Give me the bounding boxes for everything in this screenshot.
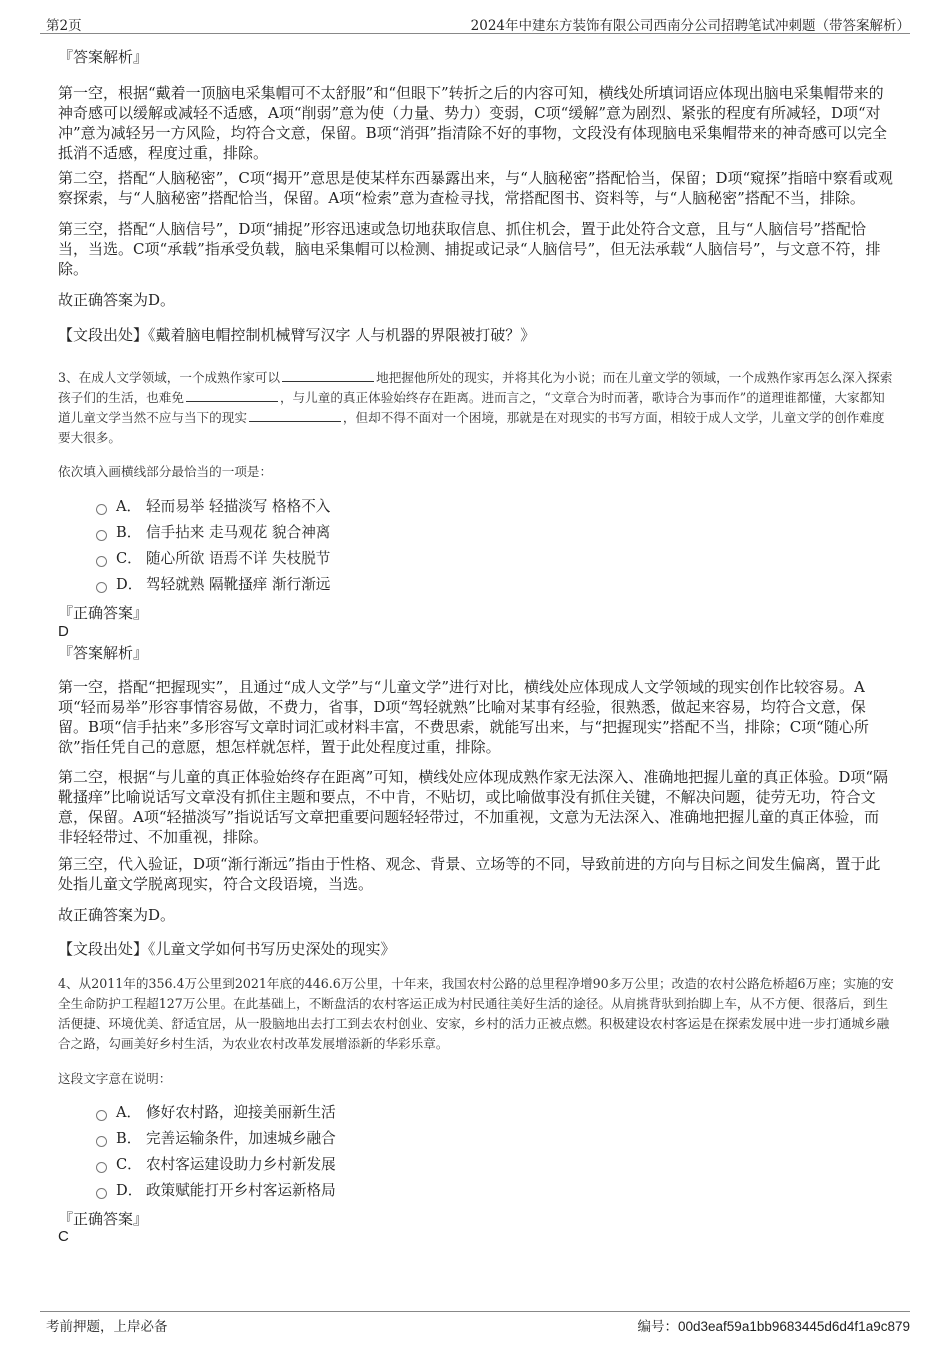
radio-icon[interactable] <box>96 1188 107 1199</box>
q2-analysis-p1: 第一空，根据“戴着一顶脑电采集帽可不太舒服”和“但眼下”转折之后的内容可知，横线处所填词语应体现出脑电采集帽带来的神奇感可以缓解或减轻不适感，A项“削弱”意为使（力量、势力）变弱，C项“缓解”意为剧烈、紧张的程度有所减轻，D项“对冲”意为减轻另一方风险，均符合文意，保留。B项“消弭”指清除不好的事物，文段没有体现脑电采集帽带来的神奇感可以完全抵消不适感，程度过重，排除。 <box>58 84 888 162</box>
q3-analysis-p3: 第三空，代入验证，D项“渐行渐远”指由于性格、观念、背景、立场等的不同，导致前进的方向与目标之间发生偏离，置于此处指儿童文学脱离现实，符合文段语境，当选。 <box>58 855 881 893</box>
page-footer <box>40 1311 910 1333</box>
radio-icon[interactable] <box>96 1162 107 1173</box>
q3-stem <box>58 368 894 448</box>
radio-icon[interactable] <box>96 556 107 567</box>
radio-icon[interactable] <box>96 1110 107 1121</box>
q4-answer: C <box>58 1228 69 1245</box>
fill-blank-2 <box>186 390 278 402</box>
q4-prompt: 这段文字意在说明： <box>58 1071 172 1086</box>
q3-stem-part-1: 3、在成人文学领域，一个成熟作家可以 <box>58 370 281 385</box>
q3-conclusion: 故正确答案为D。 <box>58 906 176 924</box>
q2-analysis-label: 『答案解析』 <box>58 48 149 66</box>
q3-stem-part-2: 地把握他所处的现实，并将其化为小说；而在儿童文学的领域，一个成熟作家再怎么深入探索孩子们的生活，也难免 <box>58 370 893 405</box>
q3-analysis-p2: 第二空，根据“与儿童的真正体验始终存在距离”可知，横线处应体现成熟作家无法深入、准确地把握儿童的真正体验。D项“隔靴搔痒”比喻说话写文章没有抓住主题和要点，不中肯，不贴切，或比喻做事没有抓住关键，不解决问题，徒劳无功，符合文意，保留。A项“轻描淡写”指说话写文章把重要问题轻轻带过，不加重视，文意为无法深入、准确地把握儿童的真正体验，而非轻轻带过、不加重视，排除。 <box>58 768 889 846</box>
q4-answer-label: 『正确答案』 <box>58 1210 149 1228</box>
q3-prompt: 依次填入画横线部分最恰当的一项是： <box>58 464 273 479</box>
page-header <box>40 12 910 34</box>
radio-icon[interactable] <box>96 582 107 593</box>
fill-blank-3 <box>249 410 341 422</box>
q4-stem: 4、从2011年的356.4万公里到2021年底的446.6万公里，十年来，我国农村公路的总里程净增90多万公里；改造的农村公路危桥超6万座；实施的安全生命防护工程超127万公里。在此基础上，不断盘活的农村客运正成为村民通往美好生活的途径。从肩挑背驮到抬脚上车，从不方便、很落后，到生活便捷、环境优美、舒适宜居，从一股脑地出去打工到去农村创业、安家，乡村的活力正被点燃。积极建设农村客运是在探索发展中进一步打通城乡融合之路，勾画美好乡村生活，为农业农村改革发展增添新的华彩乐章。 <box>58 976 894 1051</box>
q3-stem-part-3: ，与儿童的真正体验始终存在距离。进而言之，“文章合为时而著，歌诗合为事而作”的道理谁都懂，大家都知道儿童文学当然不应与当下的现实 <box>58 390 885 425</box>
q2-source: 【文段出处】《戴着脑电帽控制机械臂写汉字 人与机器的界限被打破？》 <box>58 326 536 344</box>
radio-icon[interactable] <box>96 530 107 541</box>
radio-icon[interactable] <box>96 1136 107 1147</box>
footer-slogan: 考前押题，上岸必备 <box>46 1319 168 1335</box>
q3-answer-label: 『正确答案』 <box>58 604 149 622</box>
radio-icon[interactable] <box>96 504 107 515</box>
fill-blank-1 <box>282 370 374 382</box>
q3-analysis-label: 『答案解析』 <box>58 644 149 662</box>
document-code: 编号：00d3eaf59a1bb9683445d6d4f1a9c879 <box>637 1319 910 1335</box>
q3-stem-part-4: ，但却不得不面对一个困境，那就是在对现实的书写方面，相较于成人文学，儿童文学的创作难度要大很多。 <box>58 410 885 445</box>
q3-analysis-p1: 第一空，搭配“把握现实”，且通过“成人文学”与“儿童文学”进行对比，横线处应体现成人文学领域的现实创作比较容易。A项“轻而易举”形容事情容易做，不费力，省事，D项“驾轻就熟”比喻对某事有经验，很熟悉，做起来容易，均符合文意，保留。B项“信手拈来”多形容写文章时词汇或材料丰富，不费思索，就能写出来，与“把握现实”搭配不当，排除；C项“随心所欲”指任凭自己的意愿，想怎样就怎样，置于此处程度过重，排除。 <box>58 678 869 756</box>
q2-analysis-p2: 第二空，搭配“人脑秘密”，C项“揭开”意思是使某样东西暴露出来，与“人脑秘密”搭配恰当，保留；D项“窥探”指暗中察看或观察探索，与“人脑秘密”搭配恰当，保留。A项“检索”意为查检寻找，常搭配图书、资料等，与“人脑秘密”搭配不当，排除。 <box>58 169 893 207</box>
q2-analysis-p3: 第三空，搭配“人脑信号”，D项“捕捉”形容迅速或急切地获取信息、抓住机会，置于此处符合文意，且与“人脑信号”搭配恰当，当选。C项“承载”指承受负载，脑电采集帽可以检测、捕捉或记录“人脑信号”，但无法承载“人脑信号”，与文意不符，排除。 <box>58 220 881 278</box>
document-title: 2024年中建东方装饰有限公司西南分公司招聘笔试冲刺题（带答案解析） <box>470 18 910 34</box>
q2-conclusion: 故正确答案为D。 <box>58 291 176 309</box>
q3-answer: D <box>58 623 69 640</box>
page-number: 第2页 <box>46 18 82 34</box>
q3-source: 【文段出处】《儿童文学如何书写历史深处的现实》 <box>58 940 396 958</box>
